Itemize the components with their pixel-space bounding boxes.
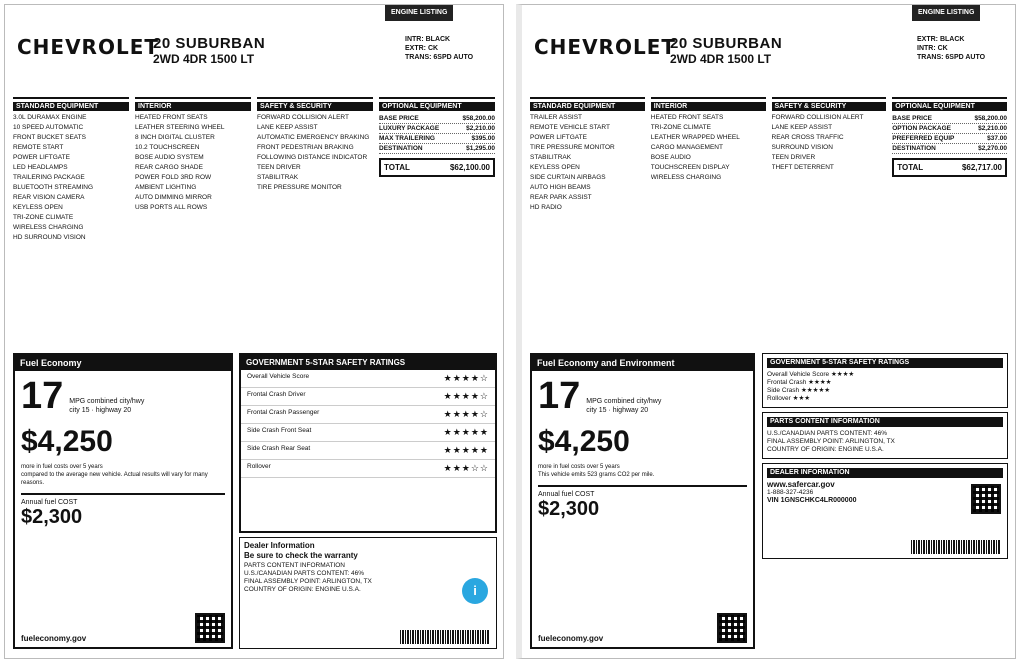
dealer-line: U.S./CANADIAN PARTS CONTENT: 46%: [244, 570, 365, 577]
safety-row: [241, 370, 495, 388]
block-title: DEALER INFORMATION: [767, 468, 1003, 478]
stars-icon: ★★★★★: [443, 427, 489, 437]
price-value: $2,210.00: [978, 125, 1007, 132]
equipment-line: KEYLESS OPEN: [530, 164, 580, 171]
column-title: OPTIONAL EQUIPMENT: [892, 102, 1007, 111]
model-block: [670, 35, 907, 66]
fuel-economy-site[interactable]: fueleconomy.gov: [21, 634, 87, 643]
fuel-economy-band: Fuel Economy: [15, 355, 231, 371]
equipment-line: WIRELESS CHARGING: [650, 174, 722, 181]
sticker-header: [13, 35, 495, 91]
equipment-line: THEFT DETERRENT: [771, 164, 834, 171]
model-year: 20 SUBURBAN: [153, 35, 266, 52]
equipment-line: SIDE CURTAIN AIRBAGS: [530, 174, 606, 181]
fuel-note: compared to the average new vehicle. Actual results will vary for many reasons.: [21, 472, 208, 486]
equipment-line: TEEN DRIVER: [771, 154, 816, 161]
interior-column: [135, 97, 251, 347]
pricing-column: [892, 97, 1007, 347]
fuel-note: This vehicle emits 523 grams CO2 per mile.: [538, 472, 655, 478]
equipment-line: AUTO HIGH BEAMS: [530, 184, 591, 191]
fuel-economy-band: Fuel Economy and Environment: [532, 355, 753, 371]
equipment-line: HD SURROUND VISION: [13, 234, 86, 241]
equipment-line: AUTO DIMMING MIRROR: [135, 194, 212, 201]
price-row: [379, 144, 495, 154]
column-title: INTERIOR: [651, 102, 766, 111]
safety-block: [762, 353, 1008, 408]
dealer-message: Be sure to check the warranty: [244, 551, 358, 560]
dealer-line: PARTS CONTENT INFORMATION: [244, 562, 345, 569]
city-hwy: city 15 · highway 20: [586, 407, 649, 414]
price-label: MAX TRAILERING: [379, 135, 435, 142]
safercar-site[interactable]: www.safercar.gov: [767, 480, 835, 489]
total-label: TOTAL: [384, 163, 410, 172]
equipment-line: POWER LIFTGATE: [13, 154, 70, 161]
equipment-line: REMOTE START: [13, 144, 64, 151]
equipment-line: 8 INCH DIGITAL CLUSTER: [135, 134, 215, 141]
price-value: $1,295.00: [466, 145, 495, 152]
equipment-line: HEATED FRONT SEATS: [135, 114, 208, 121]
right-side-panel: [762, 353, 1008, 649]
equipment-line: REMOTE VEHICLE START: [530, 124, 610, 131]
sticker-header: [530, 35, 1007, 91]
annual-fuel-cost: [21, 493, 225, 529]
equipment-line: STABILITRAK: [257, 174, 299, 181]
safety-label: Rollover: [247, 463, 271, 470]
spec-list: [917, 35, 1007, 62]
price-label: PREFERRED EQUIP: [892, 135, 955, 142]
price-row: [892, 144, 1007, 154]
mpg-block: [15, 371, 231, 421]
city-hwy: city 15 · highway 20: [69, 407, 132, 414]
block-line: Side Crash ★★★★★: [767, 387, 831, 394]
safety-label: Frontal Crash Driver: [247, 391, 306, 398]
equipment-line: AUTOMATIC EMERGENCY BRAKING: [257, 134, 370, 141]
equipment-line: 10.2 TOUCHSCREEN: [135, 144, 200, 151]
fuel-cost-savings: $4,250: [21, 425, 113, 458]
safety-row: [241, 388, 495, 406]
spec-list: [405, 35, 495, 62]
info-circle-icon: i: [462, 578, 488, 604]
stars-icon: ★★★★☆: [443, 373, 489, 383]
barcode-icon: [400, 630, 490, 644]
brand-block: [530, 35, 677, 59]
qr-code-icon: [195, 613, 225, 643]
safety-column: [257, 97, 373, 347]
safety-band: GOVERNMENT 5-STAR SAFETY RATINGS: [241, 355, 495, 370]
annual-label: Annual fuel COST: [21, 499, 78, 506]
price-row: [892, 114, 1007, 124]
dealer-title: Dealer Information: [244, 541, 315, 550]
equipment-line: 10 SPEED AUTOMATIC: [13, 124, 84, 131]
column-title: STANDARD EQUIPMENT: [530, 102, 645, 111]
column-title: STANDARD EQUIPMENT: [13, 102, 129, 111]
annual-value: $2,300: [538, 498, 600, 520]
equipment-line: LED HEADLAMPS: [13, 164, 68, 171]
equipment-line: LANE KEEP ASSIST: [257, 124, 318, 131]
price-label: BASE PRICE: [379, 115, 419, 122]
equipment-line: TRAILER ASSIST: [530, 114, 583, 121]
dealer-block: [762, 463, 1008, 559]
brand-block: [13, 35, 160, 59]
safety-label: Side Crash Rear Seat: [247, 445, 311, 452]
column-title: SAFETY & SECURITY: [257, 102, 373, 111]
equipment-line: TIRE PRESSURE MONITOR: [530, 144, 615, 151]
brand-name: CHEVROLET: [17, 35, 160, 59]
dealer-info: [239, 537, 497, 649]
savings-label: more in fuel costs over 5 years: [538, 464, 620, 470]
price-row: [379, 124, 495, 134]
equipment-line: BOSE AUDIO SYSTEM: [135, 154, 204, 161]
equipment-line: WIRELESS CHARGING: [13, 224, 84, 231]
equipment-line: REAR PARK ASSIST: [530, 194, 592, 201]
spec-line: EXTR: BLACK: [917, 36, 965, 43]
price-row: [379, 134, 495, 144]
block-title: PARTS CONTENT INFORMATION: [767, 417, 1003, 427]
equipment-line: LEATHER STEERING WHEEL: [135, 124, 225, 131]
fuel-cost-savings: $4,250: [538, 425, 630, 458]
savings-label: more in fuel costs over 5 years: [21, 464, 103, 470]
equipment-line: TEEN DRIVER: [257, 164, 301, 171]
equipment-line: TRI-ZONE CLIMATE: [13, 214, 74, 221]
equipment-line: SURROUND VISION: [771, 144, 833, 151]
fuel-economy-label: [13, 353, 233, 649]
block-line: Frontal Crash ★★★★: [767, 379, 832, 386]
annual-label: Annual fuel COST: [538, 491, 595, 498]
phone-number: 1-888-327-4236: [767, 489, 814, 496]
spec-line: TRANS: 6SPD AUTO: [405, 54, 474, 61]
dealer-line: FINAL ASSEMBLY POINT: ARLINGTON, TX: [244, 578, 372, 585]
column-title: SAFETY & SECURITY: [772, 102, 887, 111]
equipment-line: TIRE PRESSURE MONITOR: [257, 184, 342, 191]
equipment-line: TRAILERING PACKAGE: [13, 174, 85, 181]
equipment-line: FORWARD COLLISION ALERT: [771, 114, 864, 121]
parts-block: [762, 412, 1008, 459]
equipment-line: FOLLOWING DISTANCE INDICATOR: [257, 154, 368, 161]
safety-column: [772, 97, 887, 347]
price-row: [892, 134, 1007, 144]
safety-label: Overall Vehicle Score: [247, 373, 310, 380]
top-tag: ENGINE LISTING: [385, 5, 453, 21]
equipment-area: [530, 97, 1007, 347]
mpg-label: MPG combined city/hwy: [69, 398, 145, 405]
price-value: $37.00: [987, 135, 1007, 142]
dealer-line: COUNTRY OF ORIGIN: ENGINE U.S.A.: [244, 586, 361, 593]
column-title: OPTIONAL EQUIPMENT: [379, 102, 495, 111]
price-label: LUXURY PACKAGE: [379, 125, 440, 132]
equipment-line: FORWARD COLLISION ALERT: [257, 114, 349, 121]
block-line: Rollover ★★★: [767, 395, 811, 402]
price-value: $2,270.00: [978, 145, 1007, 152]
equipment-line: AMBIENT LIGHTING: [135, 184, 197, 191]
equipment-line: REAR CARGO SHADE: [135, 164, 203, 171]
equipment-line: TRI-ZONE CLIMATE: [650, 124, 711, 131]
block-line: Overall Vehicle Score ★★★★: [767, 371, 855, 378]
safety-row: [241, 406, 495, 424]
block-line: FINAL ASSEMBLY POINT: ARLINGTON, TX: [767, 438, 895, 445]
equipment-line: CARGO MANAGEMENT: [650, 144, 723, 151]
spec-line: INTR: BLACK: [405, 36, 451, 43]
price-value: $58,200.00: [974, 115, 1007, 122]
qr-code-icon: [717, 613, 747, 643]
equipment-line: FRONT BUCKET SEATS: [13, 134, 86, 141]
total-value: $62,717.00: [961, 163, 1002, 172]
equipment-line: LEATHER WRAPPED WHEEL: [650, 134, 740, 141]
safety-ratings-label: [239, 353, 497, 533]
price-label: DESTINATION: [892, 145, 936, 152]
equipment-line: FRONT PEDESTRIAN BRAKING: [257, 144, 354, 151]
block-title: GOVERNMENT 5-STAR SAFETY RATINGS: [767, 358, 1003, 368]
interior-column: [651, 97, 766, 347]
mpg-value: 17: [538, 375, 581, 417]
equipment-line: HEATED FRONT SEATS: [650, 114, 724, 121]
barcode-icon: [911, 540, 1001, 554]
equipment-area: [13, 97, 495, 347]
price-value: $58,200.00: [462, 115, 495, 122]
equipment-line: POWER FOLD 3RD ROW: [135, 174, 212, 181]
equipment-line: LANE KEEP ASSIST: [771, 124, 833, 131]
model-name: 2WD 4DR 1500 LT: [670, 52, 772, 66]
price-label: DESTINATION: [379, 145, 423, 152]
annual-fuel-cost: [538, 485, 747, 521]
window-sticker-right: [516, 4, 1016, 659]
safety-label: Frontal Crash Passenger: [247, 409, 320, 416]
equipment-line: USB PORTS ALL ROWS: [135, 204, 208, 211]
equipment-line: BOSE AUDIO: [650, 154, 691, 161]
standard-equipment-column: [530, 97, 645, 347]
qr-code-icon: [971, 484, 1001, 514]
equipment-line: STABILITRAK: [530, 154, 572, 161]
safety-row: [241, 442, 495, 460]
equipment-line: KEYLESS OPEN: [13, 204, 63, 211]
model-name: 2WD 4DR 1500 LT: [153, 52, 255, 66]
mpg-label: MPG combined city/hwy: [586, 398, 662, 405]
top-tag: ENGINE LISTING: [912, 5, 980, 21]
spec-line: EXTR: CK: [405, 45, 439, 52]
total-price: [379, 158, 495, 177]
equipment-line: HD RADIO: [530, 204, 562, 211]
price-row: [379, 114, 495, 124]
equipment-line: REAR CROSS TRAFFIC: [771, 134, 844, 141]
price-label: BASE PRICE: [892, 115, 932, 122]
equipment-line: REAR VISION CAMERA: [13, 194, 85, 201]
pricing-column: [379, 97, 495, 347]
block-line: COUNTRY OF ORIGIN: ENGINE U.S.A.: [767, 446, 884, 453]
equipment-line: POWER LIFTGATE: [530, 134, 587, 141]
mpg-value: 17: [21, 375, 64, 417]
column-title: INTERIOR: [135, 102, 251, 111]
spec-line: INTR: CK: [917, 45, 948, 52]
model-year: 20 SUBURBAN: [670, 35, 783, 52]
safety-label: Side Crash Front Seat: [247, 427, 312, 434]
fuel-economy-site[interactable]: fueleconomy.gov: [538, 634, 604, 643]
annual-value: $2,300: [21, 506, 83, 528]
stars-icon: ★★★★★: [443, 445, 489, 455]
total-value: $62,100.00: [449, 163, 490, 172]
model-block: [153, 35, 395, 66]
vin-number: VIN 1GNSCHKC4LR000000: [767, 497, 857, 504]
mpg-block: [532, 371, 753, 421]
equipment-line: TOUCHSCREEN DISPLAY: [650, 164, 730, 171]
total-label: TOTAL: [897, 163, 924, 172]
price-value: $395.00: [471, 135, 495, 142]
stars-icon: ★★★☆☆: [443, 463, 489, 473]
block-line: U.S./CANADIAN PARTS CONTENT: 46%: [767, 430, 888, 437]
fuel-economy-label: [530, 353, 755, 649]
window-sticker-left: [4, 4, 504, 659]
stars-icon: ★★★★☆: [443, 391, 489, 401]
price-row: [892, 124, 1007, 134]
equipment-line: 3.0L DURAMAX ENGINE: [13, 114, 87, 121]
equipment-line: BLUETOOTH STREAMING: [13, 184, 94, 191]
price-value: $2,210.00: [466, 125, 495, 132]
standard-equipment-column: [13, 97, 129, 347]
brand-name: CHEVROLET: [534, 35, 677, 59]
total-price: [892, 158, 1007, 177]
safety-row: [241, 460, 495, 478]
price-label: OPTION PACKAGE: [892, 125, 951, 132]
stars-icon: ★★★★☆: [443, 409, 489, 419]
safety-row: [241, 424, 495, 442]
spec-line: TRANS: 6SPD AUTO: [917, 54, 986, 61]
